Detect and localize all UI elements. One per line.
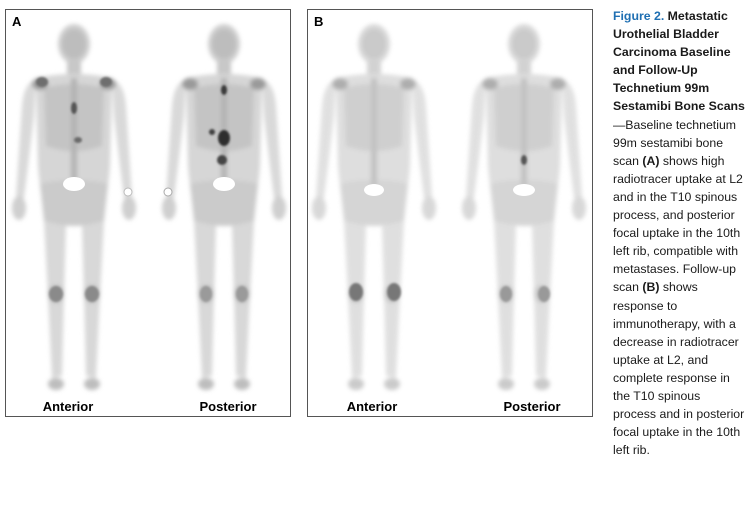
view-label-posterior: Posterior [199,399,257,414]
bone-scan-image-b [308,10,593,417]
figure-title: Metastatic Urothelial Bladder Carcinoma Baseline and Follow-Up Technetium 99m Sestamibi Bone Scans [613,9,745,114]
caption-part: shows high radiotracer uptake at L2 and in the T10 spinous process, and posterior focal uptake in the 10th left rib, compatible with metastases. Follow-up scan [613,153,743,295]
scan-panel-a [5,9,291,417]
caption-part-bold: (B) [642,280,660,295]
view-label-posterior: Posterior [503,399,561,414]
panel-label-a: A [12,14,22,29]
caption-part: shows response to immunotherapy, with a decrease in radiotracer uptake at L2, and complete response in the T10 spinous process and in posterior focal uptake in the 10th left rib. [613,280,745,458]
view-label-anterior: Anterior [346,399,398,414]
view-label-anterior: Anterior [42,399,94,414]
caption-part: —Baseline technetium 99m sestamibi bone scan [613,117,737,168]
panel-label-b: B [314,14,324,29]
figure-caption [613,7,745,459]
bone-scan-image-a [6,10,291,417]
caption-part-bold: (A) [642,153,660,168]
scan-panel-b [307,9,593,417]
figure-label: Figure 2. [613,9,665,23]
